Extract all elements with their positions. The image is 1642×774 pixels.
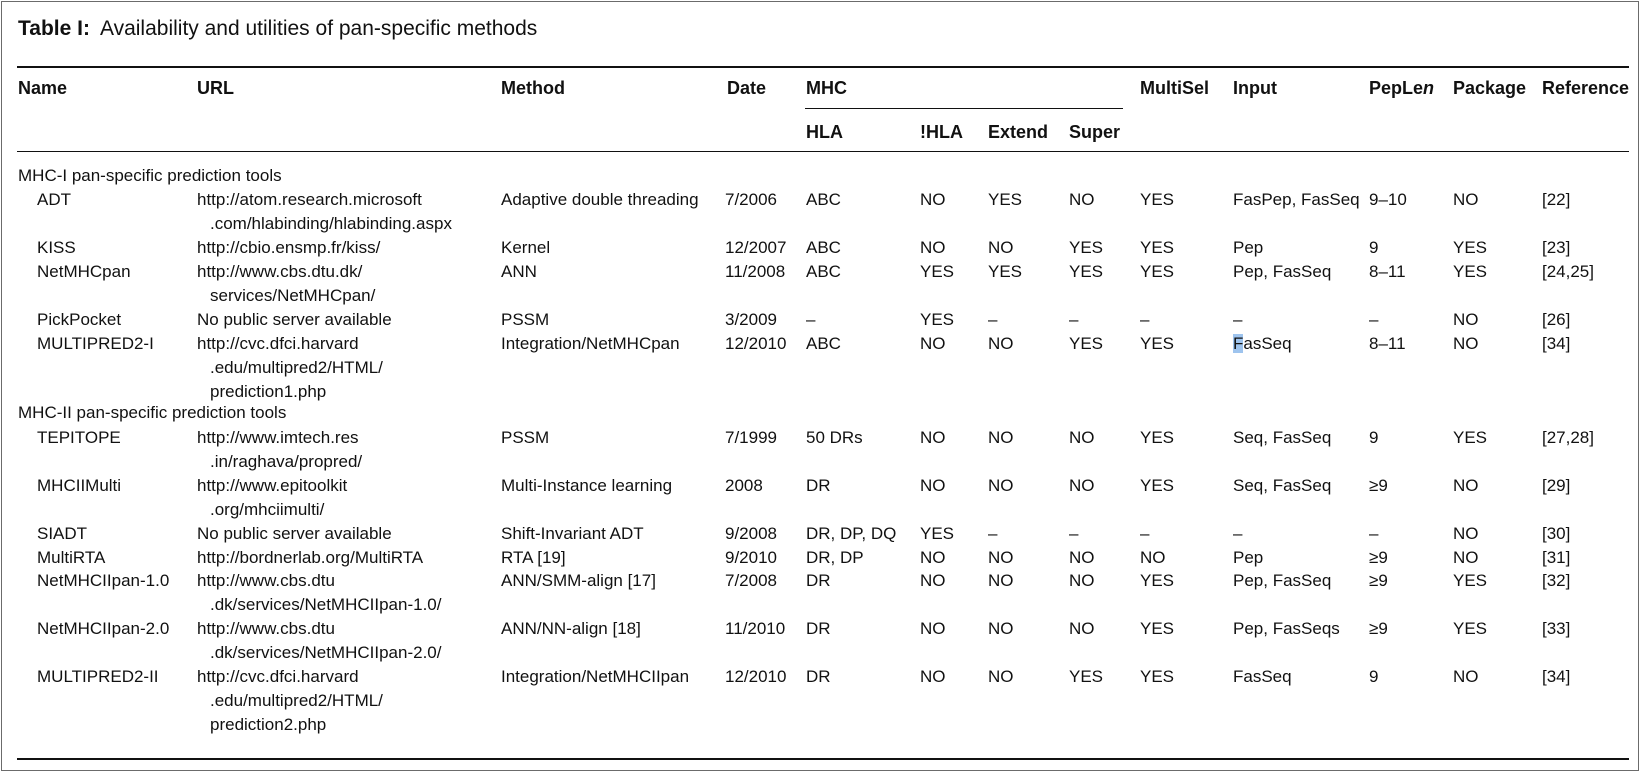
cell-input: FasSeq — [1233, 667, 1292, 686]
input-text: asSeq — [1243, 334, 1292, 353]
cell-hla: ABC — [806, 334, 841, 353]
url-line: .dk/services/NetMHCIIpan-1.0/ — [210, 595, 442, 614]
header-package: Package — [1453, 78, 1527, 98]
url-line: .in/raghava/propred/ — [210, 452, 363, 471]
cell-date: 11/2008 — [725, 262, 786, 281]
header-hla: HLA — [806, 122, 843, 142]
cell-package: NO — [1453, 667, 1479, 686]
cell-multisel: YES — [1140, 238, 1175, 257]
table-label: Table I: — [18, 17, 90, 40]
cell-url — [197, 236, 380, 260]
cell-date: 12/2007 — [725, 238, 787, 257]
url-line: services/NetMHCpan/ — [210, 286, 376, 305]
cell-input: Seq, FasSeq — [1233, 428, 1332, 447]
cell-hla: DR — [806, 476, 831, 495]
cell-extend: NO — [988, 667, 1014, 686]
cell-url — [197, 332, 383, 404]
cell-input: Pep — [1233, 548, 1264, 567]
cell-hla: DR, DP — [806, 548, 864, 567]
cell-multisel: YES — [1140, 619, 1175, 638]
cell-peplen: – — [1369, 524, 1379, 543]
cell-nonhla: NO — [920, 190, 946, 209]
url-line: http://cbio.ensmp.fr/kiss/ — [197, 238, 381, 257]
cell-name: MHCIIMulti — [37, 476, 122, 495]
url-line: http://bordnerlab.org/MultiRTA — [197, 548, 424, 567]
cell-extend: YES — [988, 190, 1023, 209]
cell-multisel: – — [1140, 524, 1150, 543]
cell-date: 11/2010 — [725, 619, 786, 638]
table-title — [18, 17, 537, 41]
cell-date: 7/2006 — [725, 190, 777, 209]
cell-hla: – — [806, 310, 816, 329]
cell-hla: DR — [806, 619, 831, 638]
cell-reference: [34] — [1542, 667, 1571, 686]
url-line: http://www.cbs.dtu — [197, 571, 335, 590]
cell-package: YES — [1453, 571, 1488, 590]
url-line: http://www.cbs.dtu.dk/ — [197, 262, 363, 281]
cell-multisel: YES — [1140, 262, 1175, 281]
cell-method: RTA [19] — [501, 548, 566, 567]
cell-peplen: 9 — [1369, 667, 1379, 686]
cell-package: NO — [1453, 548, 1479, 567]
cell-extend: NO — [988, 548, 1014, 567]
cell-super: – — [1069, 524, 1079, 543]
section-title: MHC-II pan-specific prediction tools — [18, 403, 287, 422]
cell-method: ANN — [501, 262, 537, 281]
cell-name: KISS — [37, 238, 76, 257]
cell-name: NetMHCpan — [37, 262, 131, 281]
cell-input: Seq, FasSeq — [1233, 476, 1332, 495]
url-line: http://atom.research.microsoft — [197, 190, 422, 209]
cell-date: 7/1999 — [725, 428, 777, 447]
header-peplen — [1369, 78, 1434, 99]
cell-reference: [23] — [1542, 238, 1571, 257]
cell-reference: [30] — [1542, 524, 1571, 543]
cell-super: YES — [1069, 262, 1104, 281]
header-rule — [17, 151, 1629, 152]
cell-super: NO — [1069, 476, 1095, 495]
cell-reference: [33] — [1542, 619, 1571, 638]
url-line: http://cvc.dfci.harvard — [197, 334, 359, 353]
cell-super: YES — [1069, 667, 1104, 686]
cell-nonhla: NO — [920, 334, 946, 353]
header-nonhla: !HLA — [920, 122, 963, 142]
cell-url — [197, 188, 452, 236]
cell-super: NO — [1069, 619, 1095, 638]
cell-multisel: NO — [1140, 548, 1166, 567]
cell-reference: [22] — [1542, 190, 1571, 209]
url-line: prediction2.php — [210, 715, 327, 734]
header-peplen-prefix: PepLe — [1369, 78, 1424, 98]
cell-date: 2008 — [725, 476, 763, 495]
cell-url — [197, 260, 375, 308]
cell-extend: NO — [988, 476, 1014, 495]
cell-name: TEPITOPE — [37, 428, 121, 447]
cell-url — [197, 665, 383, 737]
cell-peplen: 9–10 — [1369, 190, 1407, 209]
cell-hla: ABC — [806, 190, 841, 209]
cell-super: NO — [1069, 571, 1095, 590]
cell-multisel: YES — [1140, 476, 1175, 495]
url-line: No public server available — [197, 524, 392, 543]
cell-extend: NO — [988, 238, 1014, 257]
url-line: .dk/services/NetMHCIIpan-2.0/ — [210, 643, 442, 662]
cell-multisel: – — [1140, 310, 1150, 329]
input-highlight: F — [1233, 334, 1244, 353]
section-title: MHC-I pan-specific prediction tools — [18, 166, 282, 185]
cell-method: PSSM — [501, 428, 550, 447]
cell-hla: DR, DP, DQ — [806, 524, 897, 543]
cell-peplen: ≥9 — [1369, 476, 1388, 495]
cell-nonhla: NO — [920, 619, 946, 638]
cell-date: 12/2010 — [725, 667, 787, 686]
cell-input: Pep — [1233, 238, 1264, 257]
cell-hla: 50 DRs — [806, 428, 863, 447]
url-line: http://www.cbs.dtu — [197, 619, 335, 638]
url-line: No public server available — [197, 310, 392, 329]
url-line: http://www.imtech.res — [197, 428, 359, 447]
cell-super: YES — [1069, 334, 1104, 353]
header-url: URL — [197, 78, 234, 98]
url-line: http://cvc.dfci.harvard — [197, 667, 359, 686]
cell-nonhla: NO — [920, 476, 946, 495]
cell-nonhla: YES — [920, 310, 955, 329]
cell-multisel: YES — [1140, 190, 1175, 209]
cell-reference: [27,28] — [1542, 428, 1594, 447]
header-name: Name — [18, 78, 68, 98]
cell-input: Pep, FasSeq — [1233, 571, 1332, 590]
cell-super: YES — [1069, 238, 1104, 257]
cell-name: NetMHCIIpan-2.0 — [37, 619, 170, 638]
cell-package: NO — [1453, 476, 1479, 495]
cell-date: 9/2010 — [725, 548, 777, 567]
cell-url — [197, 522, 392, 546]
cell-extend: YES — [988, 262, 1023, 281]
cell-hla: ABC — [806, 238, 841, 257]
cell-date: 12/2010 — [725, 334, 787, 353]
cell-super: NO — [1069, 428, 1095, 447]
cell-reference: [32] — [1542, 571, 1571, 590]
cell-method: ANN/NN-align [18] — [501, 619, 641, 638]
cell-url — [197, 308, 392, 332]
cell-url — [197, 569, 441, 617]
cell-nonhla: YES — [920, 524, 955, 543]
cell-method: Kernel — [501, 238, 551, 257]
cell-peplen: 8–11 — [1369, 262, 1406, 281]
cell-date: 3/2009 — [725, 310, 777, 329]
cell-package: NO — [1453, 190, 1479, 209]
cell-super: NO — [1069, 190, 1095, 209]
header-input: Input — [1233, 78, 1277, 98]
header-mhc: MHC — [806, 78, 847, 98]
cell-extend: – — [988, 310, 998, 329]
cell-extend: NO — [988, 428, 1014, 447]
cell-name: ADT — [37, 190, 71, 209]
header-peplen-suffix: n — [1423, 78, 1435, 98]
cell-multisel: YES — [1140, 428, 1175, 447]
cell-package: YES — [1453, 619, 1488, 638]
cell-input — [1233, 332, 1292, 356]
cell-nonhla: NO — [920, 238, 946, 257]
cell-url — [197, 474, 347, 522]
cell-super: – — [1069, 310, 1079, 329]
cell-peplen: ≥9 — [1369, 548, 1388, 567]
header-super: Super — [1069, 122, 1121, 142]
cell-multisel: YES — [1140, 667, 1175, 686]
cell-input: Pep, FasSeqs — [1233, 619, 1340, 638]
bottom-rule — [17, 758, 1629, 760]
cell-peplen: 9 — [1369, 238, 1379, 257]
cell-input: – — [1233, 310, 1243, 329]
cell-method: ANN/SMM-align [17] — [501, 571, 656, 590]
cell-url — [197, 546, 423, 570]
cell-super: NO — [1069, 548, 1095, 567]
cell-extend: NO — [988, 619, 1014, 638]
cell-method: PSSM — [501, 310, 550, 329]
cell-name: SIADT — [37, 524, 88, 543]
cell-input: FasPep, FasSeq — [1233, 190, 1360, 209]
header-reference: Reference — [1542, 78, 1630, 98]
cell-url — [197, 617, 441, 665]
cell-reference: [31] — [1542, 548, 1571, 567]
cell-reference: [26] — [1542, 310, 1571, 329]
cell-date: 9/2008 — [725, 524, 777, 543]
cell-url — [197, 426, 362, 474]
cell-extend: NO — [988, 571, 1014, 590]
url-line: http://www.epitoolkit — [197, 476, 348, 495]
header-method: Method — [501, 78, 565, 98]
url-line: .edu/multipred2/HTML/ — [210, 358, 383, 377]
cell-peplen: – — [1369, 310, 1379, 329]
header-extend: Extend — [988, 122, 1049, 142]
cell-nonhla: NO — [920, 428, 946, 447]
cell-name: MULTIPRED2-II — [37, 667, 159, 686]
cell-multisel: YES — [1140, 571, 1175, 590]
cell-name: NetMHCIIpan-1.0 — [37, 571, 170, 590]
url-line: .edu/multipred2/HTML/ — [210, 691, 383, 710]
cell-name: MultiRTA — [37, 548, 106, 567]
cell-reference: [24,25] — [1542, 262, 1594, 281]
cell-package: NO — [1453, 524, 1479, 543]
cell-package: YES — [1453, 428, 1488, 447]
cell-hla: DR — [806, 571, 831, 590]
mhc-group-rule — [805, 108, 1123, 109]
cell-method: Shift-Invariant ADT — [501, 524, 644, 543]
cell-hla: DR — [806, 667, 831, 686]
cell-name: PickPocket — [37, 310, 122, 329]
cell-peplen: 8–11 — [1369, 334, 1406, 353]
cell-package: YES — [1453, 262, 1488, 281]
cell-multisel: YES — [1140, 334, 1175, 353]
cell-reference: [29] — [1542, 476, 1571, 495]
table-frame — [1, 1, 1639, 771]
header-date: Date — [727, 78, 767, 98]
cell-extend: – — [988, 524, 998, 543]
cell-peplen: ≥9 — [1369, 619, 1388, 638]
cell-nonhla: NO — [920, 548, 946, 567]
cell-package: NO — [1453, 310, 1479, 329]
cell-package: YES — [1453, 238, 1488, 257]
cell-input: – — [1233, 524, 1243, 543]
cell-hla: ABC — [806, 262, 841, 281]
cell-method: Integration/NetMHCpan — [501, 334, 680, 353]
cell-nonhla: NO — [920, 667, 946, 686]
cell-method: Multi-Instance learning — [501, 476, 673, 495]
cell-nonhla: YES — [920, 262, 955, 281]
cell-extend: NO — [988, 334, 1014, 353]
cell-peplen: ≥9 — [1369, 571, 1388, 590]
cell-date: 7/2008 — [725, 571, 777, 590]
cell-package: NO — [1453, 334, 1479, 353]
table-caption: Availability and utilities of pan-specific methods — [99, 17, 538, 40]
cell-peplen: 9 — [1369, 428, 1379, 447]
cell-input: Pep, FasSeq — [1233, 262, 1332, 281]
cell-name: MULTIPRED2-I — [37, 334, 154, 353]
cell-method: Integration/NetMHCIIpan — [501, 667, 690, 686]
url-line: .com/hlabinding/hlabinding.aspx — [210, 214, 452, 233]
cell-nonhla: NO — [920, 571, 946, 590]
cell-reference: [34] — [1542, 334, 1571, 353]
cell-method: Adaptive double threading — [501, 190, 699, 209]
header-multisel: MultiSel — [1140, 78, 1210, 98]
top-rule — [17, 66, 1629, 68]
url-line: prediction1.php — [210, 382, 327, 401]
url-line: .org/mhciimulti/ — [210, 500, 325, 519]
